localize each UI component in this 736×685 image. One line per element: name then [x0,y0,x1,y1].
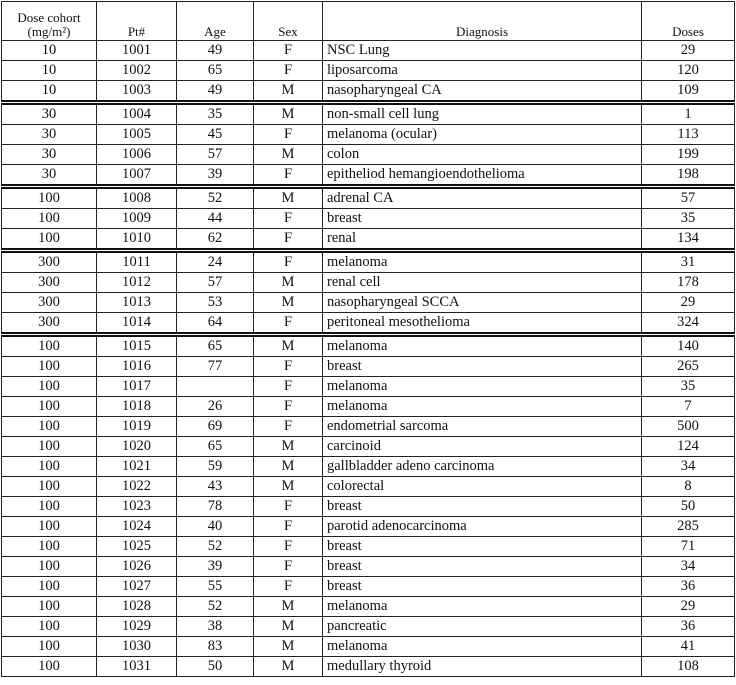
cell-dose-cohort: 100 [2,477,97,497]
table-row [2,41,735,61]
cell-dose-cohort: 30 [2,165,97,187]
header-age: Age [177,2,254,41]
cell-sex: F [254,165,323,187]
cell-age: 62 [177,229,254,251]
cell-sex: F [254,417,323,437]
dose-cohort-table [1,1,735,677]
cell-diagnosis: pancreatic [323,617,642,637]
cell-age: 45 [177,125,254,145]
cell-diagnosis: renal [323,229,642,251]
cell-age: 65 [177,61,254,81]
cell-dose-cohort: 10 [2,61,97,81]
cell-dose-cohort: 100 [2,377,97,397]
header-pt: Pt# [97,2,177,41]
cell-patient-number: 1005 [97,125,177,145]
cell-doses: 35 [642,377,735,397]
cell-dose-cohort: 100 [2,457,97,477]
cell-diagnosis: gallbladder adeno carcinoma [323,457,642,477]
cell-sex: F [254,577,323,597]
table-row [2,145,735,165]
cell-sex: M [254,617,323,637]
cell-age: 53 [177,293,254,313]
cell-doses: 31 [642,251,735,273]
cell-patient-number: 1027 [97,577,177,597]
cell-age: 77 [177,357,254,377]
cell-dose-cohort: 100 [2,657,97,677]
cell-doses: 35 [642,209,735,229]
cell-dose-cohort: 100 [2,517,97,537]
cell-age: 52 [177,187,254,209]
cell-age: 52 [177,537,254,557]
cell-patient-number: 1010 [97,229,177,251]
table-row [2,597,735,617]
table-row [2,357,735,377]
cell-diagnosis: carcinoid [323,437,642,457]
cell-dose-cohort: 100 [2,617,97,637]
table-row [2,397,735,417]
cell-diagnosis: melanoma [323,597,642,617]
cell-doses: 36 [642,577,735,597]
header-dose-cohort-line2: (mg/m²) [27,24,71,39]
cell-sex: F [254,377,323,397]
cell-diagnosis: adrenal CA [323,187,642,209]
cell-patient-number: 1004 [97,103,177,125]
cell-patient-number: 1019 [97,417,177,437]
table-row [2,417,735,437]
cell-sex: M [254,145,323,165]
cell-dose-cohort: 100 [2,497,97,517]
cell-dose-cohort: 100 [2,357,97,377]
cell-sex: M [254,187,323,209]
cell-doses: 7 [642,397,735,417]
cell-sex: F [254,357,323,377]
cell-doses: 324 [642,313,735,335]
cell-dose-cohort: 10 [2,41,97,61]
cell-diagnosis: breast [323,537,642,557]
cell-sex: M [254,103,323,125]
cell-age: 69 [177,417,254,437]
table-row [2,497,735,517]
table-row [2,103,735,125]
cell-patient-number: 1020 [97,437,177,457]
cell-patient-number: 1016 [97,357,177,377]
cell-dose-cohort: 30 [2,145,97,165]
table-row [2,377,735,397]
cell-sex: F [254,397,323,417]
header-row [2,2,735,41]
cell-diagnosis: breast [323,209,642,229]
cell-sex: M [254,335,323,357]
cell-diagnosis: liposarcoma [323,61,642,81]
cell-doses: 1 [642,103,735,125]
cell-doses: 285 [642,517,735,537]
table-row [2,209,735,229]
cell-diagnosis: melanoma [323,377,642,397]
cell-age: 59 [177,457,254,477]
cell-sex: M [254,597,323,617]
cell-sex: F [254,251,323,273]
cell-diagnosis: breast [323,357,642,377]
cell-diagnosis: melanoma [323,335,642,357]
table-row [2,657,735,677]
cell-doses: 113 [642,125,735,145]
cell-age: 49 [177,41,254,61]
cell-age: 39 [177,165,254,187]
cell-dose-cohort: 300 [2,313,97,335]
cell-patient-number: 1007 [97,165,177,187]
cell-diagnosis: parotid adenocarcinoma [323,517,642,537]
cell-doses: 41 [642,637,735,657]
cell-diagnosis: melanoma [323,251,642,273]
table-row [2,293,735,313]
cell-doses: 265 [642,357,735,377]
cell-dose-cohort: 30 [2,103,97,125]
cell-age: 40 [177,517,254,537]
cell-sex: M [254,657,323,677]
cell-diagnosis: peritoneal mesothelioma [323,313,642,335]
cell-patient-number: 1022 [97,477,177,497]
cell-patient-number: 1029 [97,617,177,637]
cell-diagnosis: colon [323,145,642,165]
cell-age: 43 [177,477,254,497]
table-row [2,81,735,103]
cell-patient-number: 1015 [97,335,177,357]
header-dose-cohort [2,2,97,41]
table-row [2,457,735,477]
cell-patient-number: 1014 [97,313,177,335]
cell-diagnosis: NSC Lung [323,41,642,61]
cell-age: 24 [177,251,254,273]
cell-age: 83 [177,637,254,657]
cell-patient-number: 1025 [97,537,177,557]
cell-diagnosis: medullary thyroid [323,657,642,677]
cell-diagnosis: epitheliod hemangioendothelioma [323,165,642,187]
cell-diagnosis: breast [323,557,642,577]
cell-age: 55 [177,577,254,597]
table-row [2,165,735,187]
cell-sex: F [254,229,323,251]
cell-sex: M [254,273,323,293]
cell-patient-number: 1021 [97,457,177,477]
cell-doses: 109 [642,81,735,103]
cell-diagnosis: nasopharyngeal SCCA [323,293,642,313]
cell-age: 65 [177,335,254,357]
cell-diagnosis: breast [323,497,642,517]
cell-patient-number: 1030 [97,637,177,657]
cell-dose-cohort: 100 [2,637,97,657]
table-row [2,273,735,293]
cell-dose-cohort: 100 [2,209,97,229]
cell-sex: F [254,557,323,577]
cell-dose-cohort: 100 [2,417,97,437]
cell-age [177,377,254,397]
cell-doses: 34 [642,557,735,577]
cell-dose-cohort: 100 [2,229,97,251]
header-dose-cohort-line1: Dose cohort [17,10,81,25]
cell-patient-number: 1012 [97,273,177,293]
cell-age: 78 [177,497,254,517]
cell-diagnosis: non-small cell lung [323,103,642,125]
header-sex: Sex [254,2,323,41]
table-container [1,1,735,677]
cell-patient-number: 1009 [97,209,177,229]
table-row [2,251,735,273]
cell-age: 52 [177,597,254,617]
table-row [2,437,735,457]
cell-age: 57 [177,273,254,293]
cell-patient-number: 1008 [97,187,177,209]
cell-age: 65 [177,437,254,457]
cell-dose-cohort: 10 [2,81,97,103]
header-doses: Doses [642,2,735,41]
table-row [2,61,735,81]
cell-doses: 50 [642,497,735,517]
cell-doses: 124 [642,437,735,457]
cell-patient-number: 1006 [97,145,177,165]
cell-doses: 36 [642,617,735,637]
cell-diagnosis: endometrial sarcoma [323,417,642,437]
cell-diagnosis: colorectal [323,477,642,497]
cell-doses: 34 [642,457,735,477]
cell-doses: 198 [642,165,735,187]
cell-sex: F [254,209,323,229]
cell-age: 44 [177,209,254,229]
cell-doses: 178 [642,273,735,293]
cell-dose-cohort: 300 [2,251,97,273]
table-body [2,41,735,677]
cell-sex: M [254,437,323,457]
table-row [2,617,735,637]
cell-age: 26 [177,397,254,417]
table-row [2,187,735,209]
cell-diagnosis: renal cell [323,273,642,293]
cell-age: 64 [177,313,254,335]
cell-doses: 134 [642,229,735,251]
cell-age: 38 [177,617,254,637]
table-row [2,637,735,657]
cell-doses: 71 [642,537,735,557]
cell-patient-number: 1002 [97,61,177,81]
cell-diagnosis: nasopharyngeal CA [323,81,642,103]
cell-doses: 108 [642,657,735,677]
cell-diagnosis: melanoma [323,397,642,417]
cell-sex: M [254,477,323,497]
cell-patient-number: 1003 [97,81,177,103]
cell-dose-cohort: 100 [2,187,97,209]
cell-dose-cohort: 300 [2,293,97,313]
cell-age: 50 [177,657,254,677]
cell-patient-number: 1028 [97,597,177,617]
cell-patient-number: 1026 [97,557,177,577]
cell-age: 49 [177,81,254,103]
cell-sex: F [254,497,323,517]
cell-dose-cohort: 300 [2,273,97,293]
table-row [2,577,735,597]
cell-patient-number: 1011 [97,251,177,273]
cell-patient-number: 1023 [97,497,177,517]
cell-sex: M [254,81,323,103]
cell-doses: 140 [642,335,735,357]
cell-dose-cohort: 100 [2,577,97,597]
cell-age: 57 [177,145,254,165]
cell-sex: F [254,125,323,145]
cell-doses: 29 [642,293,735,313]
cell-patient-number: 1018 [97,397,177,417]
cell-doses: 29 [642,41,735,61]
cell-age: 39 [177,557,254,577]
cell-diagnosis: breast [323,577,642,597]
cell-doses: 8 [642,477,735,497]
cell-dose-cohort: 100 [2,397,97,417]
cell-sex: M [254,293,323,313]
cell-sex: F [254,537,323,557]
cell-sex: F [254,61,323,81]
table-row [2,477,735,497]
cell-doses: 29 [642,597,735,617]
cell-doses: 500 [642,417,735,437]
cell-diagnosis: melanoma (ocular) [323,125,642,145]
cell-diagnosis: melanoma [323,637,642,657]
cell-doses: 199 [642,145,735,165]
cell-doses: 120 [642,61,735,81]
table-row [2,313,735,335]
cell-patient-number: 1024 [97,517,177,537]
cell-patient-number: 1031 [97,657,177,677]
cell-sex: M [254,637,323,657]
table-row [2,335,735,357]
cell-sex: F [254,41,323,61]
table-row [2,537,735,557]
table-row [2,229,735,251]
cell-dose-cohort: 30 [2,125,97,145]
cell-patient-number: 1001 [97,41,177,61]
cell-age: 35 [177,103,254,125]
table-row [2,557,735,577]
table-row [2,517,735,537]
cell-dose-cohort: 100 [2,557,97,577]
cell-sex: F [254,517,323,537]
header-diagnosis: Diagnosis [323,2,642,41]
cell-dose-cohort: 100 [2,537,97,557]
cell-patient-number: 1013 [97,293,177,313]
cell-sex: M [254,457,323,477]
cell-patient-number: 1017 [97,377,177,397]
table-row [2,125,735,145]
cell-doses: 57 [642,187,735,209]
cell-sex: F [254,313,323,335]
cell-dose-cohort: 100 [2,437,97,457]
cell-dose-cohort: 100 [2,335,97,357]
cell-dose-cohort: 100 [2,597,97,617]
